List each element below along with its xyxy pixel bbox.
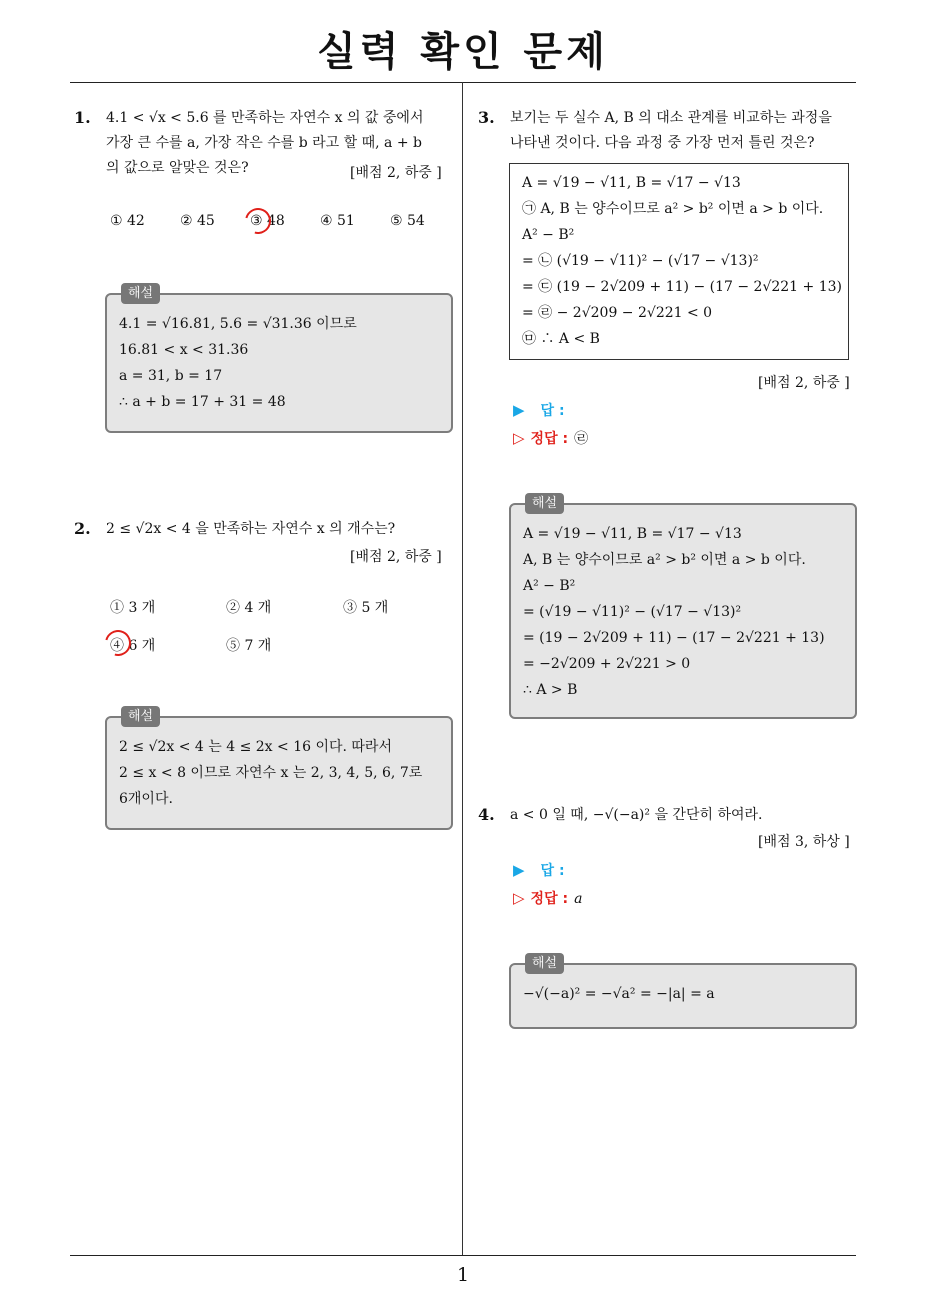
example-line: ㉠ A, B 는 양수이므로 a² > b² 이면 a > b 이다. [522,201,824,217]
solution-line: −√(−a)² = −√a² = −|a| = a [523,986,715,1002]
q2-option-5[interactable]: ⑤ 7 개 [226,638,272,654]
q2-option-1[interactable]: ① 3 개 [110,600,156,616]
play-icon: ▶ [513,401,525,419]
solution-line: = (19 − 2√209 + 11) − (17 − 2√221 + 13) [523,630,825,646]
q1-option-4[interactable]: ④ 51 [320,213,355,229]
example-line: ㉤ ∴ A < B [522,331,600,347]
solution-line: A² − B² [523,578,576,594]
q2-option-2[interactable]: ② 4 개 [226,600,272,616]
question-1-score: [배점 2, 하중 ] [350,165,442,181]
solution-line: 6개이다. [119,791,173,807]
outline-play-icon: ▷ [513,889,525,907]
question-1-solution-box [105,286,453,433]
solution-line: a = 31, b = 17 [119,368,223,384]
question-4-text [510,803,860,828]
example-line: A² − B² [522,227,575,243]
answer-label: 답 : [540,863,565,879]
solution-tag: 해설 [525,493,564,514]
question-3-correct-answer [513,428,588,448]
play-icon: ▶ [513,861,525,879]
question-2-line: 2 ≤ √2x < 4 을 만족하는 자연수 x 의 개수는? [106,521,396,537]
question-3-solution-box [509,496,857,719]
solution-line: 4.1 = √16.81, 5.6 = √31.36 이므로 [119,316,357,332]
q1-option-1[interactable]: ① 42 [110,213,145,229]
question-4-score: [배점 3, 하상 ] [758,834,850,850]
solution-tag: 해설 [121,283,160,304]
question-1-line: 의 값으로 알맞은 것은? [106,160,249,176]
question-2-number: 2. [74,519,91,538]
page-number: 1 [456,1264,470,1286]
question-3-text [510,106,860,156]
question-4-solution-box [509,956,857,1029]
question-1-line: 4.1 < √x < 5.6 를 만족하는 자연수 x 의 값 중에서 [106,110,424,126]
question-4-correct-answer [513,888,582,908]
question-4-line: a < 0 일 때, −√(−a)² 을 간단히 하여라. [510,807,763,823]
column-divider [462,82,463,1255]
q2-option-4[interactable]: ④ 6 개 [110,638,156,654]
question-2-score: [배점 2, 하중 ] [350,549,442,565]
question-3-line: 보기는 두 실수 A, B 의 대소 관계를 비교하는 과정을 [510,110,832,126]
question-3-score: [배점 2, 하중 ] [758,375,850,391]
example-line: = ㉡ (√19 − √11)² − (√17 − √13)² [522,253,759,269]
q1-option-2[interactable]: ② 45 [180,213,215,229]
solution-line: A, B 는 양수이므로 a² > b² 이면 a > b 이다. [523,552,806,568]
solution-line: = (√19 − √11)² − (√17 − √13)² [523,604,742,620]
correct-answer-label: 정답 : [530,891,569,907]
solution-line: = −2√209 + 2√221 > 0 [523,656,691,672]
q1-option-5[interactable]: ⑤ 54 [390,213,425,229]
solution-line: A = √19 − √11, B = √17 − √13 [523,526,742,542]
question-3-number: 3. [478,108,495,127]
question-2-text [106,517,456,542]
page-title: 실력 확인 문제 [317,29,609,75]
question-4-answer-input-row[interactable] [513,860,565,880]
solution-line: ∴ a + b = 17 + 31 = 48 [119,394,286,410]
solution-line: ∴ A > B [523,682,578,698]
question-1-number: 1. [74,108,91,127]
question-1-line: 가장 큰 수를 a, 가장 작은 수를 b 라고 할 때, a + b [106,135,422,151]
solution-tag: 해설 [121,706,160,727]
answer-label: 답 : [540,403,565,419]
selected-answer-circle [240,203,276,239]
solution-line: 16.81 < x < 31.36 [119,342,249,358]
bottom-rule [70,1255,856,1256]
question-4-number: 4. [478,805,495,824]
example-line: A = √19 − √11, B = √17 − √13 [522,175,741,191]
question-2-solution-box [105,709,453,830]
solution-tag: 해설 [525,953,564,974]
correct-answer-value: ㉣ [574,431,589,447]
example-line: = ㉣ − 2√209 − 2√221 < 0 [522,305,713,321]
outline-play-icon: ▷ [513,429,525,447]
question-3-example-box [509,163,849,360]
correct-answer-label: 정답 : [530,431,569,447]
selected-answer-circle [100,625,136,661]
correct-answer-value: a [574,891,583,907]
q1-option-3[interactable]: ③ 48 [250,213,285,229]
top-rule [70,82,856,83]
question-3-line: 나타낸 것이다. 다음 과정 중 가장 먼저 틀린 것은? [510,135,815,151]
solution-line: 2 ≤ √2x < 4 는 4 ≤ 2x < 16 이다. 따라서 [119,739,392,755]
solution-line: 2 ≤ x < 8 이므로 자연수 x 는 2, 3, 4, 5, 6, 7로 [119,765,423,781]
question-3-answer-input-row[interactable] [513,400,565,420]
q2-option-3[interactable]: ③ 5 개 [343,600,389,616]
example-line: = ㉢ (19 − 2√209 + 11) − (17 − 2√221 + 13) [522,279,842,295]
